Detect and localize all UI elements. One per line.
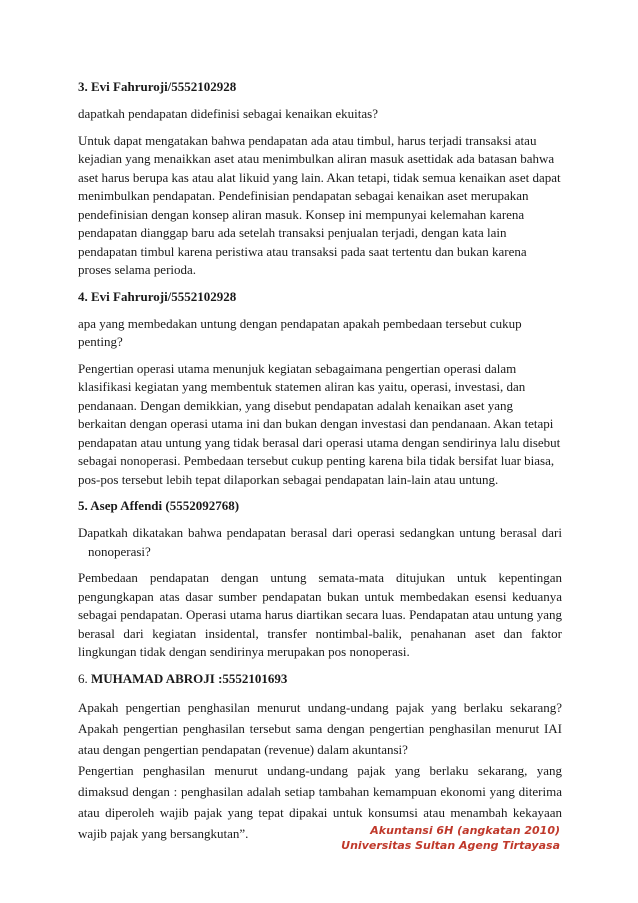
footer-line-1: Akuntansi 6H (angkatan 2010): [370, 824, 560, 837]
section-author: MUHAMAD ABROJI :5552101693: [91, 670, 288, 686]
footer: [341, 823, 560, 853]
question-text: apa yang membedakan untung dengan pendapatan apakah pembedaan tersebut cukup penting?: [78, 315, 522, 349]
section-4: [78, 288, 562, 490]
section-number: 6.: [78, 670, 91, 686]
question-text: dapatkah pendapatan didefinisi sebagai kenaikan ekuitas?: [78, 106, 378, 121]
answer-text: Untuk dapat mengatakan bahwa pendapatan ada atau timbul, harus terjadi transaksi atau kejadian yang menaikkan aset atau menimbulkan aliran masuk asettidak ada batasan bahwa aset harus berupa kas atau alat likuid yang lain. Akan tetapi, tidak semua kenaikan aset dapat menimbulkan pendapatan. Pendefinisian pendapatan sebagai kenaikan aset merupakan pendefinisian dengan konsep aliran masuk. Konsep ini mempunyai kelemahan karena pendapatan dianggap baru ada setelah transaksi penjualan terjadi, dengan kata lain pendapatan timbul karena peristiwa atau transaksi pada saat tertentu dan bukan karena proses selama perioda.: [78, 132, 561, 277]
section-heading: 5. Asep Affendi (5552092768): [78, 498, 240, 513]
footer-line-2: Universitas Sultan Ageng Tirtayasa: [341, 839, 560, 852]
section-heading: [78, 670, 562, 687]
section-3: [78, 78, 562, 280]
answer-text: Pengertian operasi utama menunjuk kegiatan sebagaimana pengertian operasi dalam klasifikasi kegiatan yang membentuk statemen aliran kas yaitu, operasi, investasi, dan pendanaan. Dengan demikkian, yang disebut pendapatan adalah kenaikan aset yang berkaitan dengan operasi utama ini dan bukan dengan investasi dan pendanaan. Akan tetapi pendapatan atau untung yang tidak berasal dari operasi utama dengan sendirinya lalu disebut sebagai nonoperasi. Pembedaan tersebut cukup penting karena bila tidak bersifat luar biasa, pos-pos tersebut lebih tepat dilaporkan sebagai pendapatan lain-lain atau untung.: [78, 360, 561, 487]
section-6: [78, 670, 562, 844]
question-text: Apakah pengertian penghasilan menurut undang-undang pajak yang berlaku sekarang? Apakah pengertian penghasilan tersebut sama dengan pengertian penghasilan menurut IAI atau dengan pengertian pendapatan (revenue) dalam akuntansi?: [78, 699, 562, 757]
section-5: [78, 497, 562, 662]
answer-text: Pembedaan pendapatan dengan untung semata-mata ditujukan untuk kepentingan pengungkapan atas dasar sumber pendapatan bukan untuk membedakan esensi keduanya sebagai pendapatan. Operasi utama harus diartikan secara luas. Pendapatan atau untung yang berasal dari kegiatan insidental, transfer nontimbal-balik, penahanan aset dan faktor lingkungan tidak dengan sendirinya merupakan pos nonoperasi.: [78, 570, 562, 659]
section-heading: 4. Evi Fahruroji/5552102928: [78, 288, 237, 304]
section-heading: 3. Evi Fahruroji/5552102928: [78, 79, 237, 94]
question-text: Dapatkah dikatakan bahwa pendapatan berasal dari operasi sedangkan untung berasal dari nonoperasi?: [78, 525, 562, 559]
document-page: [78, 78, 562, 844]
answer-text: Pengertian penghasilan menurut undang-undang pajak yang berlaku sekarang, yang dimaksud dengan : penghasilan adalah setiap tambahan kemampuan ekonomi yang diterima atau diperoleh wajib pajak yang tepat dipakai untuk konsumsi atau menambah kekayaan wajib pajak yang bersangkutan”.: [78, 762, 562, 841]
